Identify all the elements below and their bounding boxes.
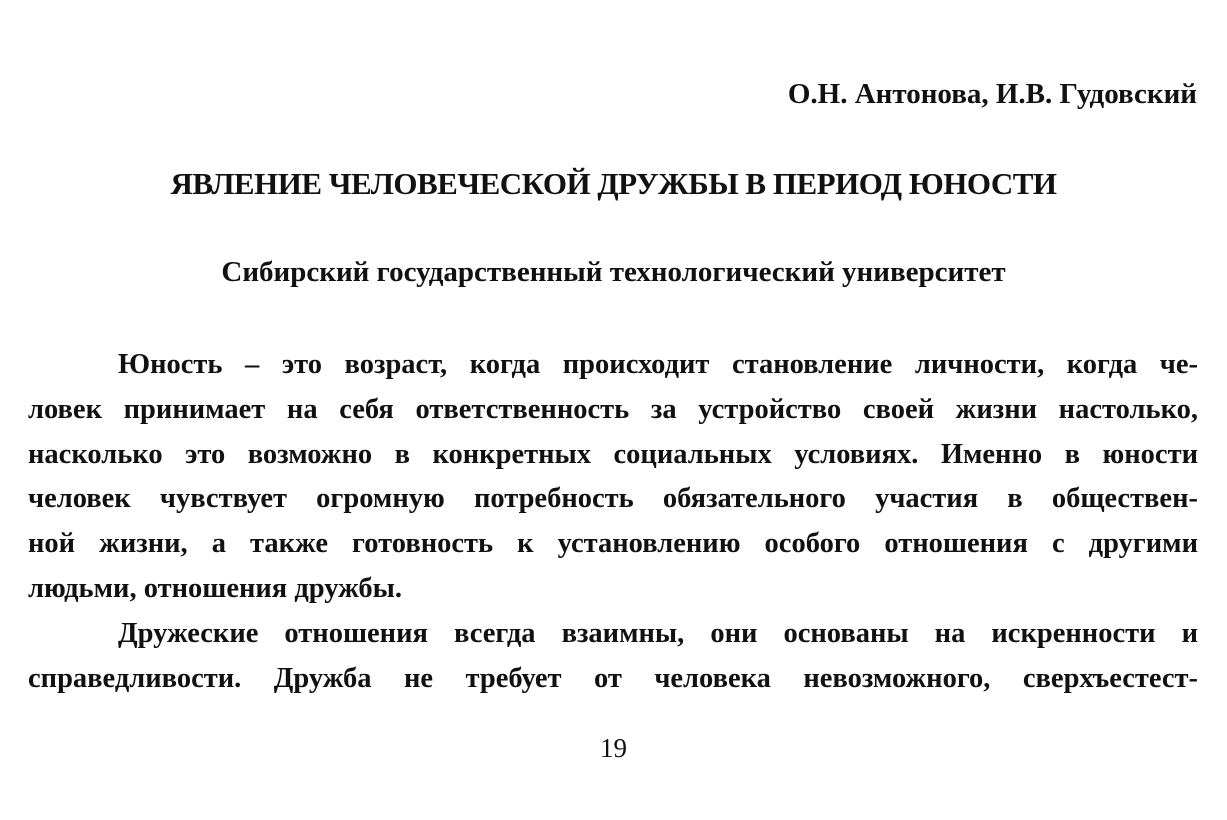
article-title: ЯВЛЕНИЕ ЧЕЛОВЕЧЕСКОЙ ДРУЖБЫ В ПЕРИОД ЮНОСТИ bbox=[170, 166, 1057, 201]
authors: О.Н. Антонова, И.В. Гудовский bbox=[787, 78, 1197, 110]
paragraph-line: ловек принимает на себя ответственность за устройство своей жизни настолько, bbox=[28, 393, 1198, 425]
paragraph-1 bbox=[28, 343, 1198, 612]
paragraph-2 bbox=[28, 612, 1198, 702]
affiliation: Сибирский государственный технологический университет bbox=[221, 256, 1006, 288]
article-body bbox=[28, 343, 1198, 701]
paragraph-line: Юность – это возраст, когда происходит становление личности, когда че- bbox=[118, 349, 1198, 380]
page-number: 19 bbox=[600, 733, 627, 763]
paragraph-line: человек чувствует огромную потребность обязательного участия в обществен- bbox=[28, 483, 1198, 515]
paragraph-line: людьми, отношения дружбы. bbox=[28, 572, 403, 604]
paragraph-line: Дружеские отношения всегда взаимны, они основаны на искренности и bbox=[118, 617, 1198, 649]
paragraph-line: насколько это возможно в конкретных социальных условиях. Именно в юности bbox=[28, 438, 1198, 470]
paragraph-line: ной жизни, а также готовность к установлению особого отношения с другими bbox=[28, 528, 1198, 560]
paragraph-line: справедливости. Дружба не требует от человека невозможного, сверхъестест- bbox=[28, 662, 1198, 694]
